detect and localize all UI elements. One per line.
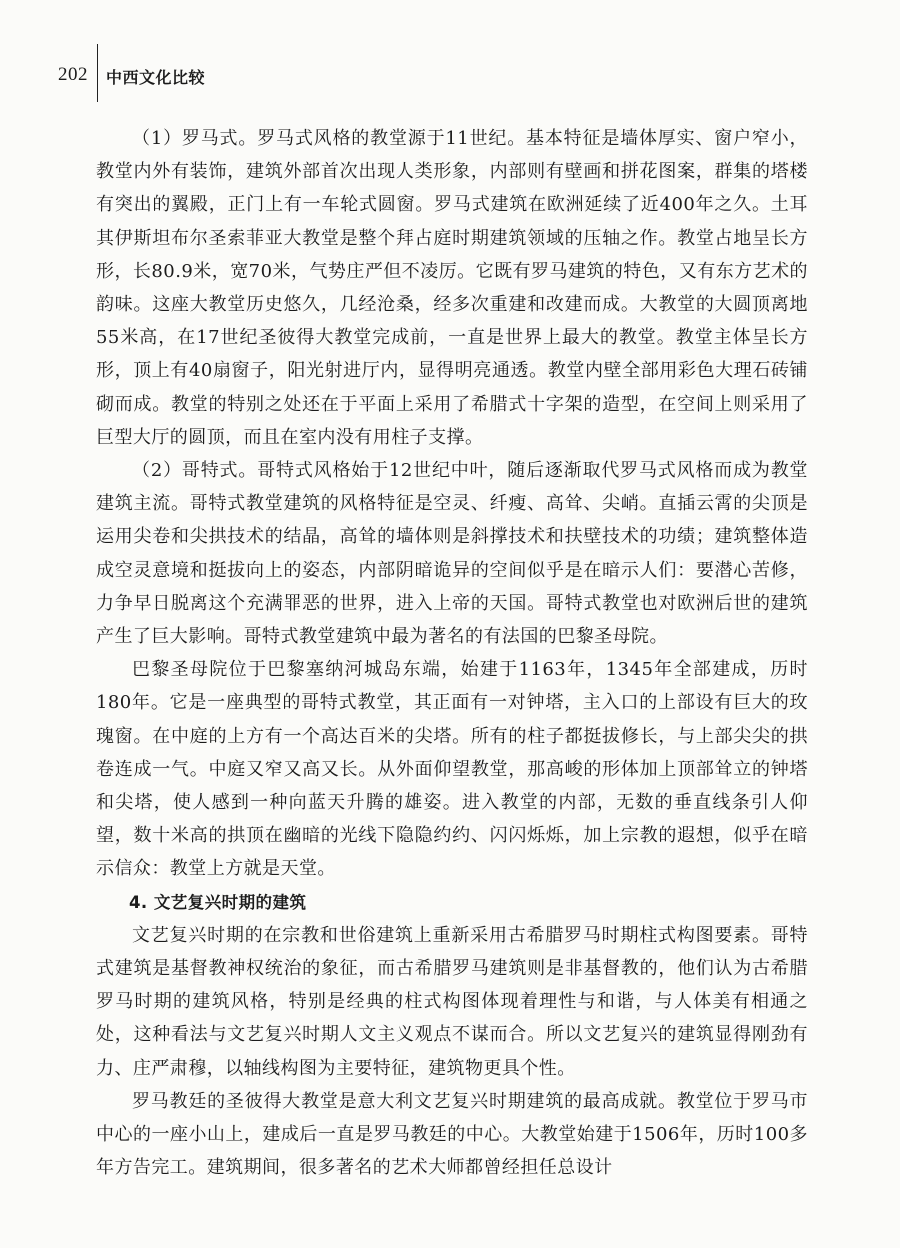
paragraph-notre-dame: 巴黎圣母院位于巴黎塞纳河城岛东端，始建于1163年，1345年全部建成，历时180年。它是一座典型的哥特式教堂，其正面有一对钟塔，主入口的上部设有巨大的玫瑰窗。在中庭的上方有一个高达百米的尖塔。所有的柱子都挺拔修长，与上部尖尖的拱卷连成一气。中庭又窄又高又长。从外面仰望教堂，那高峻的形体加上顶部耸立的钟塔和尖塔，使人感到一种向蓝天升腾的雄姿。进入教堂的内部，无数的垂直线条引人仰望，数十米高的拱顶在幽暗的光线下隐隐约约、闪闪烁烁，加上宗教的遐想，似乎在暗示信众：教堂上方就是天堂。 <box>96 659 808 880</box>
paragraph-romanesque: （1）罗马式。罗马式风格的教堂源于11世纪。基本特征是墙体厚实、窗户窄小，教堂内外有装饰，建筑外部首次出现人类形象，内部则有壁画和拼花图案，群集的塔楼有突出的翼殿，正门上有一车轮式圆窗。罗马式建筑在欧洲延续了近400年之久。土耳其伊斯坦布尔圣索菲亚大教堂是整个拜占庭时期建筑领域的压轴之作。教堂占地呈长方形，长80.9米，宽70米，气势庄严但不凌厉。它既有罗马建筑的特色，又有东方艺术的韵味。这座大教堂历史悠久，几经沧桑，经多次重建和改建而成。大教堂的大圆顶离地55米高，在17世纪圣彼得大教堂完成前，一直是世界上最大的教堂。教堂主体呈长方形，顶上有40扇窗子，阳光射进厅内，显得明亮通透。教堂内壁全部用彩色大理石砖铺砌而成。教堂的特别之处还在于平面上采用了希腊式十字架的造型，在空间上则采用了巨型大厅的圆顶，而且在室内没有用柱子支撑。 <box>96 128 808 448</box>
paragraph-renaissance: 文艺复兴时期的在宗教和世俗建筑上重新采用古希腊罗马时期柱式构图要素。哥特式建筑是基督教神权统治的象征，而古希腊罗马建筑则是非基督教的，他们认为古希腊罗马时期的建筑风格，特别是经典的柱式构图体现着理性与和谐，与人体美有相通之处，这种看法与文艺复兴时期人文主义观点不谋而合。所以文艺复兴的建筑显得刚劲有力、庄严肃穆，以轴线构图为主要特征，建筑物更具个性。 <box>96 924 808 1079</box>
section-heading: 4. 文艺复兴时期的建筑 <box>129 892 307 912</box>
paragraph-st-peters: 罗马教廷的圣彼得大教堂是意大利文艺复兴时期建筑的最高成就。教堂位于罗马市中心的一座小山上，建成后一直是罗马教廷的中心。大教堂始建于1506年，历时100多年方告完工。建筑期间，很多著名的艺术大师都曾经担任总设计 <box>96 1090 808 1179</box>
body-text <box>96 122 808 1185</box>
book-title: 中西文化比较 <box>106 68 206 87</box>
header-divider <box>97 44 98 102</box>
paragraph-gothic: （2）哥特式。哥特式风格始于12世纪中叶，随后逐渐取代罗马式风格而成为教堂建筑主流。哥特式教堂建筑的风格特征是空灵、纤瘦、高耸、尖峭。直插云霄的尖顶是运用尖卷和尖拱技术的结晶，高耸的墙体则是斜撑技术和扶壁技术的功绩；建筑整体造成空灵意境和挺拔向上的姿态，内部阴暗诡异的空间似乎是在暗示人们：要潜心苦修，力争早日脱离这个充满罪恶的世界，进入上帝的天国。哥特式教堂也对欧洲后世的建筑产生了巨大影响。哥特式教堂建筑中最为著名的有法国的巴黎圣母院。 <box>96 460 808 648</box>
page-number: 202 <box>58 64 88 85</box>
page-header <box>58 44 458 100</box>
